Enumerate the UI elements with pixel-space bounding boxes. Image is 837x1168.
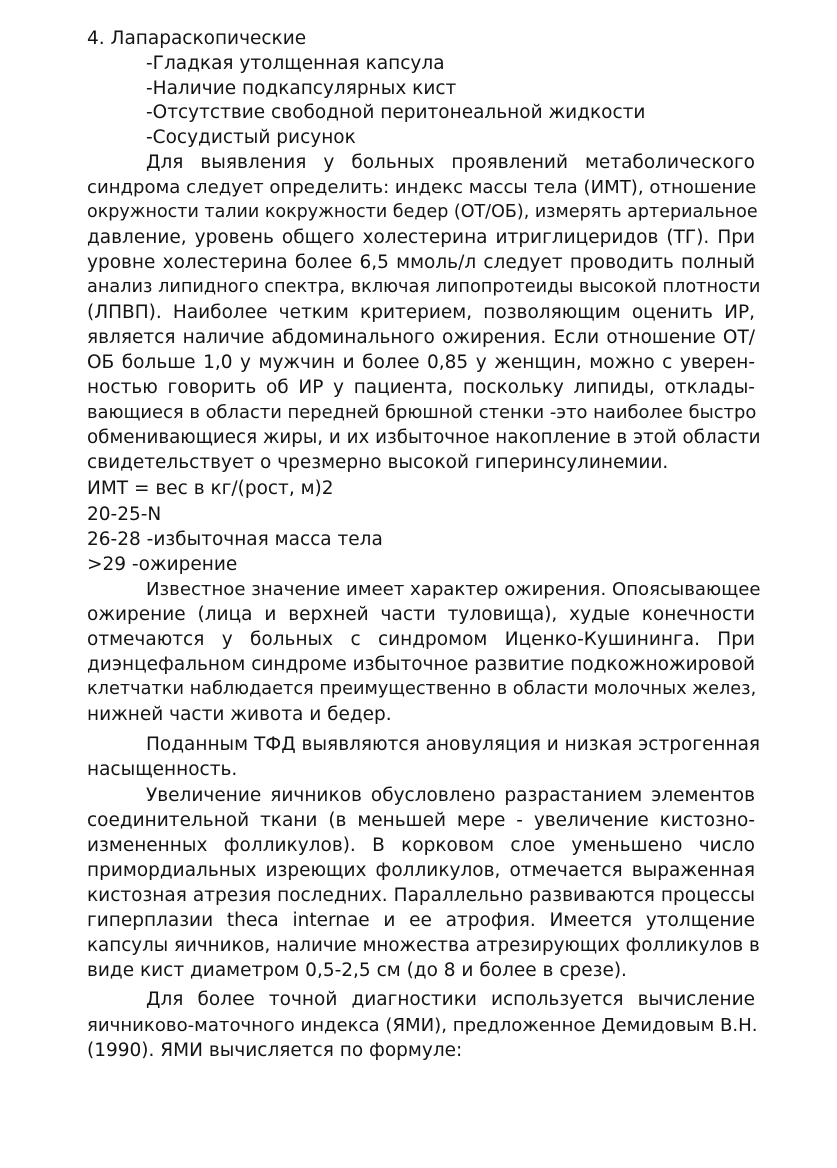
paragraph-line: насыщенность. [87,759,238,780]
paragraph-line: Для более точной диагностики используется вычисление [146,989,755,1010]
paragraph-line: диэнцефальном синдроме избыточное развитие подкожножировой [87,654,755,675]
bmi-range: >29 -ожирение [87,554,238,575]
paragraph-line: капсулы яичников, наличие множества атрезирующих фолликулов в [87,935,760,956]
paragraph-line: является наличие абдоминального ожирения. Если отношение ОТ/ [87,327,755,348]
paragraph-line: (1990). ЯМИ вычисляется по формуле: [87,1040,463,1061]
paragraph-line: клетчатки наблюдается преимущественно в области молочных желез, [87,679,757,699]
bmi-range: 26-28 -избыточная масса тела [87,529,383,550]
paragraph-line: свидетельствует о чрезмерно высокой гиперинсулинемии. [87,452,669,473]
paragraph-line: кистозная атрезия последних. Параллельно развиваются процессы [87,885,755,906]
paragraph-line: Увеличение яичников обусловлено разрастанием элементов [146,785,755,806]
bmi-range: 20-25-N [87,504,162,525]
paragraph-line: анализ липидного спектра, включая липопротеиды высокой плотности [87,277,761,297]
paragraph-line: вающиеся в области передней брюшной стенки -это наиболее быстро [87,402,757,423]
list-item: -Отсутствие свободной перитонеальной жидкости [146,102,646,123]
bmi-formula: ИМТ = вес в кг/(рост, м)2 [87,478,334,499]
paragraph-line: ОБ больше 1,0 у мужчин и более 0,85 у женщин, можно с уверен- [87,352,755,373]
paragraph-line: давление, уровень общего холестерина итриглицеридов (ТГ). При [87,227,755,248]
list-item: -Наличие подкапсулярных кист [146,78,457,99]
paragraph-line: Поданным ТФД выявляются ановуляция и низкая эстрогенная [146,734,761,755]
list-heading: 4. Лапараскопические [87,28,307,49]
paragraph-line: отмечаются у больных с синдромом Иценко-Кушининга. При [87,629,755,650]
paragraph-line: примордиальных изреющих фолликулов, отмечается выраженная [87,860,755,881]
paragraph-line: измененных фолликулов). В корковом слое уменьшено число [87,835,755,856]
paragraph-line: ожирение (лица и верхней части туловища), худые конечности [87,604,755,625]
paragraph-line: Для выявления у больных проявлений метаболического [146,152,755,173]
paragraph-line: ностью говорить об ИР у пациента, поскольку липиды, отклады- [87,377,755,398]
paragraph-line: соединительной ткани (в меньшей мере - увеличение кистозно- [87,810,755,831]
paragraph-line: синдрома следует определить: индекс массы тела (ИМТ), отношение [87,177,757,198]
paragraph-line: гиперплазии theca internae и ее атрофия. Имеется утолщение [87,910,755,931]
paragraph-line: окружности талии кокружности бедер (ОТ/ОБ), измерять артериальное [87,202,758,222]
paragraph-line: (ЛПВП). Наиболее четким критерием, позволяющим оценить ИР, [87,302,755,323]
paragraph-line: обменивающиеся жиры, и их избыточное накопление в этой области [87,427,761,448]
paragraph-line: Известное значение имеет характер ожирения. Опоясывающее [146,579,761,600]
list-item: -Гладкая утолщенная капсула [146,53,445,74]
paragraph-line: яичниково-маточного индекса (ЯМИ), предложенное Демидовым В.Н. [87,1015,758,1036]
paragraph-line: нижней части живота и бедер. [87,704,392,725]
paragraph-line: уровне холестерина более 6,5 ммоль/л следует проводить полный [87,252,755,273]
paragraph-line: виде кист диаметром 0,5-2,5 см (до 8 и более в срезе). [87,960,627,981]
list-item: -Сосудистый рисунок [146,127,356,148]
